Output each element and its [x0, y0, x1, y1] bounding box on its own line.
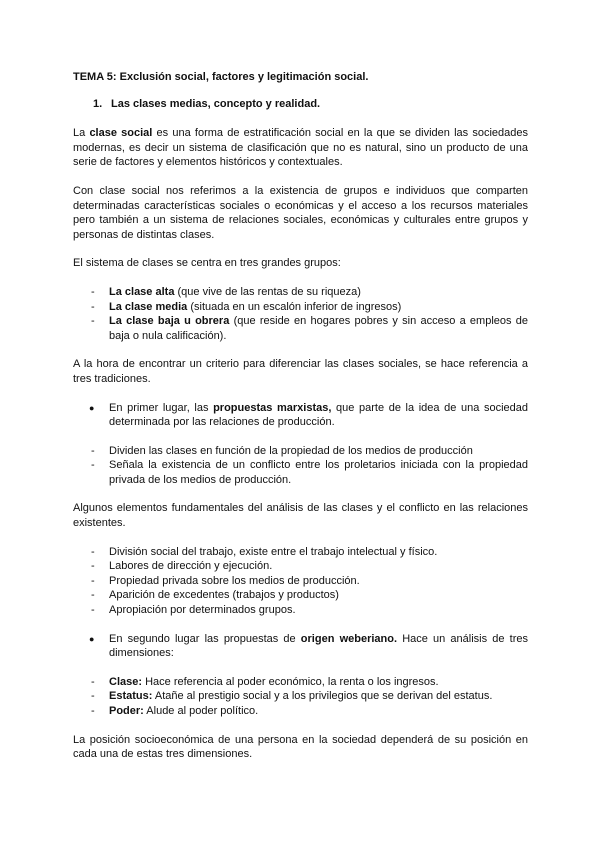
text: En primer lugar, las	[109, 401, 214, 414]
text: En segundo lugar las propuestas de	[109, 632, 301, 645]
dimensions-list	[73, 675, 528, 719]
dash-marker: -	[91, 705, 95, 717]
list-item	[73, 559, 528, 574]
list-item	[73, 675, 528, 690]
text: Propiedad privada sobre los medios de producción.	[109, 574, 360, 587]
bullet-icon: ●	[89, 633, 95, 644]
text: Aparición de excedentes (trabajos y productos)	[109, 589, 339, 602]
text: (situada en un escalón inferior de ingresos)	[187, 300, 402, 313]
paragraph-traditions: A la hora de encontrar un criterio para diferenciar las clases sociales, se hace referencia a tres tradiciones.	[73, 358, 528, 385]
section-label: Las clases medias, concepto y realidad.	[111, 97, 321, 110]
bullet-list-weberian	[73, 632, 528, 661]
list-item	[73, 603, 528, 618]
text: (que reside en hogares pobres y sin acceso a empleos de baja o nula calificación).	[109, 315, 528, 342]
text: Alude al poder político.	[143, 705, 259, 717]
bold-text: La clase baja u obrera	[109, 315, 230, 328]
dash-marker: -	[91, 675, 95, 688]
text: La	[73, 127, 90, 140]
bold-text: Estatus:	[109, 690, 153, 703]
list-item	[73, 704, 528, 719]
bold-text: Clase:	[109, 675, 143, 688]
document-title: TEMA 5: Exclusión social, factores y legitimación social.	[73, 71, 369, 83]
list-item	[73, 314, 528, 343]
text: Señala la existencia de un conflicto entre los proletarios iniciada con la propiedad privada de los medios de producción.	[109, 459, 528, 486]
bold-text: origen weberiano.	[300, 632, 398, 645]
dash-marker: -	[91, 690, 95, 703]
dash-marker: -	[91, 315, 95, 328]
list-item	[73, 458, 528, 487]
list-item	[73, 444, 528, 459]
dash-marker: -	[91, 459, 95, 472]
paragraph-conclusion: La posición socioeconómica de una persona en la sociedad dependerá de su posición en cada una de estas tres dimensiones.	[73, 733, 528, 761]
text: que parte de la idea de una sociedad determinada por las relaciones de producción.	[109, 401, 529, 429]
paragraph-groups-intro: El sistema de clases se centra en tres grandes grupos:	[73, 257, 341, 270]
text: División social del trabajo, existe entre el trabajo intelectual y físico.	[109, 545, 438, 558]
dash-marker: -	[91, 604, 95, 617]
bullet-list-marxist	[73, 401, 528, 430]
list-item	[73, 574, 528, 589]
dash-marker: -	[91, 589, 95, 602]
bold-text: Poder:	[109, 705, 144, 717]
section-number: 1.	[93, 97, 103, 110]
paragraph-elements-intro: Algunos elementos fundamentales del análisis de las clases y el conflicto en las relaciones existentes.	[73, 502, 528, 530]
dash-marker: -	[91, 574, 95, 587]
dash-marker: -	[91, 545, 95, 558]
dash-marker: -	[91, 300, 95, 313]
text: Dividen las clases en función de la propiedad de los medios de producción	[109, 444, 473, 457]
bullet-icon: ●	[89, 402, 95, 413]
paragraph-definition: Con clase social nos referimos a la existencia de grupos e individuos que comparten determinadas características sociales o económicas y el acceso a los recursos materiales pero también a un sistema de relaciones sociales, económicas y culturales entre grupos y personas de distintas clases.	[73, 184, 528, 241]
bold-text: clase social	[89, 127, 153, 140]
text: Hace referencia al poder económico, la renta o los ingresos.	[142, 675, 439, 688]
text: es una forma de estratificación social en la que se dividen las sociedades modernas, es decir un sistema de clasificación que no es natural, sino un producto de una serie de factores y elementos históricos y contextuales.	[73, 127, 528, 169]
list-item	[73, 300, 528, 315]
dash-marker: -	[91, 560, 95, 573]
text: Hace un análisis de tres dimensiones:	[109, 632, 528, 660]
text: Apropiación por determinados grupos.	[109, 604, 296, 617]
bold-text: La clase alta	[109, 285, 175, 298]
list-item	[73, 689, 528, 704]
text: Labores de dirección y ejecución.	[109, 560, 273, 573]
list-item	[73, 545, 528, 560]
section-heading	[93, 97, 528, 112]
class-list	[73, 285, 528, 343]
paragraph-clase-social	[73, 126, 528, 170]
list-item	[73, 588, 528, 603]
list-item	[73, 632, 528, 661]
dash-marker: -	[91, 285, 95, 298]
elements-list	[73, 545, 528, 618]
dash-marker: -	[91, 444, 95, 457]
bold-text: propuestas marxistas,	[213, 401, 332, 414]
list-item	[73, 401, 528, 430]
text: (que vive de las rentas de su riqueza)	[174, 285, 361, 298]
text: Atañe al prestigio social y a los privilegios que se derivan del estatus.	[152, 690, 493, 703]
bold-text: La clase media	[109, 300, 188, 313]
marxist-points-list	[73, 444, 528, 488]
list-item	[73, 285, 528, 300]
